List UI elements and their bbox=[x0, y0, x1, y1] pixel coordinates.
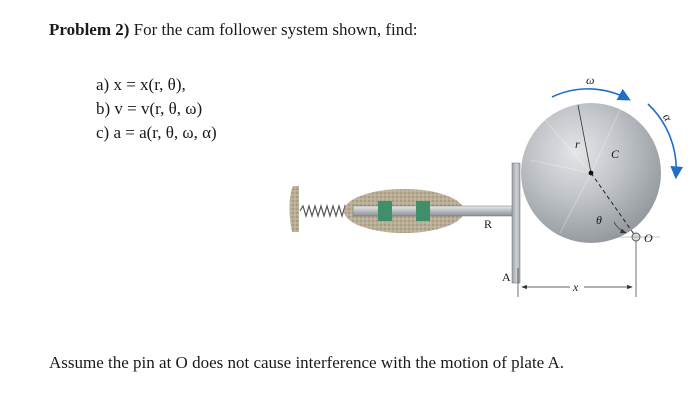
theta-label: θ bbox=[596, 213, 602, 227]
alpha-label: α bbox=[659, 111, 676, 124]
pin-label: O bbox=[644, 231, 653, 245]
plate-a bbox=[512, 163, 520, 283]
bushing-2 bbox=[416, 201, 430, 221]
assumption-note: Assume the pin at O does not cause interference with the motion of plate A. bbox=[49, 353, 565, 372]
plate-label: A bbox=[502, 270, 511, 284]
question-b: b) v = v(r, θ, ω) bbox=[96, 99, 203, 118]
problem-label: Problem 2) bbox=[49, 20, 130, 39]
rod-label: R bbox=[484, 217, 493, 231]
problem-prompt: For the cam follower system shown, find: bbox=[133, 20, 418, 39]
question-a: a) x = x(r, θ), bbox=[96, 75, 186, 94]
r-label: r bbox=[575, 137, 580, 151]
omega-arrow bbox=[552, 89, 628, 99]
question-c: c) a = a(r, θ, ω, α) bbox=[96, 123, 217, 142]
x-label: x bbox=[573, 280, 579, 294]
spring bbox=[300, 206, 351, 216]
wall-ground bbox=[290, 186, 300, 232]
omega-label: ω bbox=[586, 73, 595, 87]
center-point bbox=[589, 171, 594, 176]
center-label: C bbox=[611, 147, 620, 161]
follower-rod bbox=[353, 206, 513, 216]
bushing-1 bbox=[378, 201, 392, 221]
